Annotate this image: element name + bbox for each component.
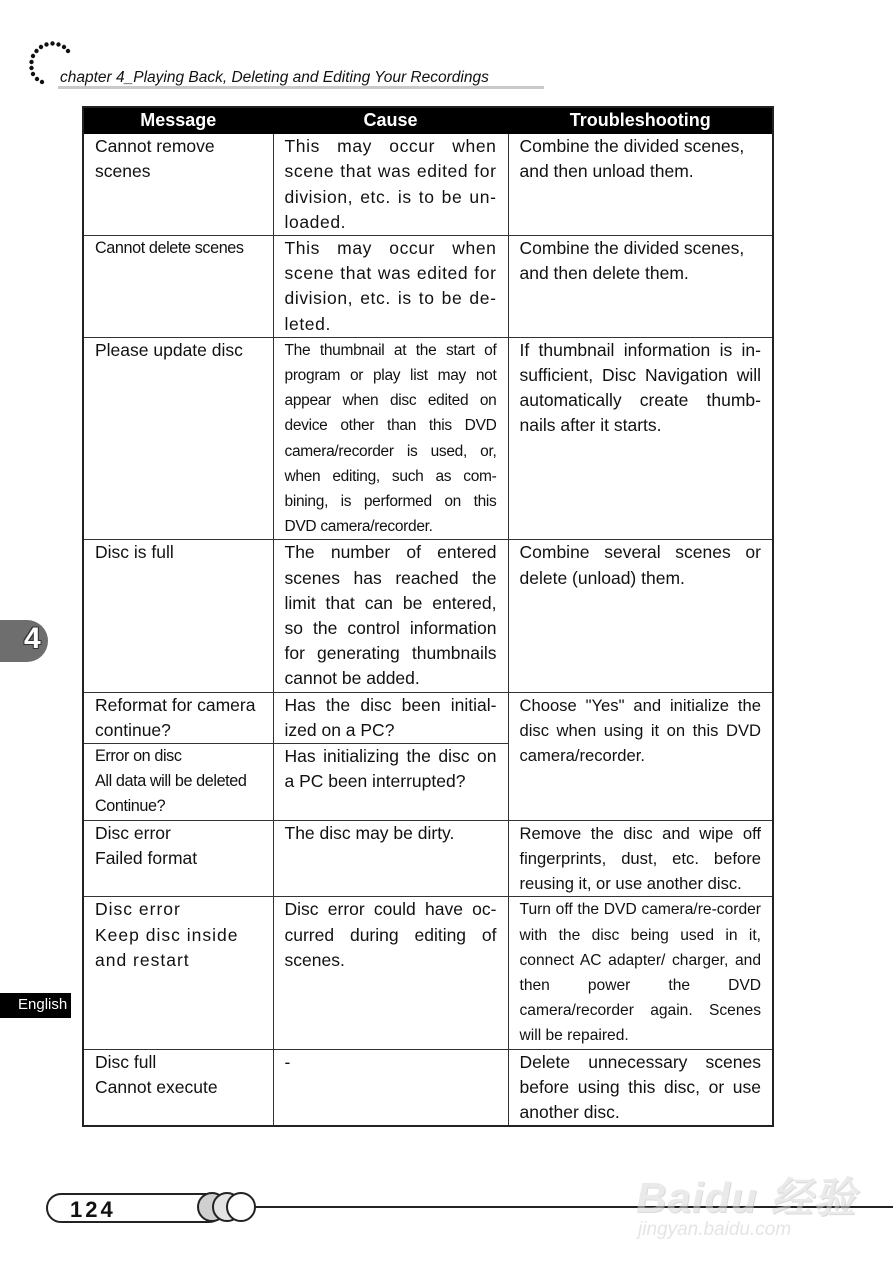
cause-cell: This may occur when scene that was edited for division, etc. is to be un-loaded. — [273, 134, 508, 236]
cause-cell: Has the disc been initial-ized on a PC? — [273, 692, 508, 743]
troubleshooting-cell: Combine the divided scenes, and then delete them. — [508, 236, 773, 338]
cause-cell: - — [273, 1049, 508, 1126]
message-cell: Disc error Failed format — [83, 820, 273, 897]
troubleshooting-cell: Combine several scenes or delete (unload) them. — [508, 540, 773, 692]
chapter-tab-number: 4 — [24, 622, 41, 655]
table-row — [83, 820, 773, 897]
column-header-cause: Cause — [273, 107, 508, 134]
message-cell: Cannot remove scenes — [83, 134, 273, 236]
chapter-tab — [0, 620, 48, 662]
message-cell: Disc error Keep disc inside and restart — [83, 897, 273, 1049]
cause-cell: The number of entered scenes has reached the limit that can be entered, so the control information for generating thumbnails cannot be added. — [273, 540, 508, 692]
cause-cell: The disc may be dirty. — [273, 820, 508, 897]
language-label: English — [18, 996, 68, 1013]
watermark-brand: Baidu 经验 — [636, 1174, 857, 1221]
troubleshooting-cell: If thumbnail information is in-sufficient, Disc Navigation will automatically create thumb-nails after it starts. — [508, 337, 773, 540]
column-header-troubleshooting: Troubleshooting — [508, 107, 773, 134]
message-cell: Please update disc — [83, 337, 273, 540]
chapter-underline — [58, 86, 544, 89]
footer-circle-icon — [226, 1192, 256, 1222]
column-header-message: Message — [83, 107, 273, 134]
message-cell: Reformat for camera continue? — [83, 692, 273, 743]
troubleshooting-cell: Remove the disc and wipe off fingerprints, dust, etc. before reusing it, or use another disc. — [508, 820, 773, 897]
table-row — [83, 1049, 773, 1126]
watermark-url: jingyan.baidu.com — [638, 1219, 792, 1240]
troubleshooting-cell: Turn off the DVD camera/re-corder with the disc being used in it, connect AC adapter/ charger, and then power the DVD camera/recorder again. Scenes will be repaired. — [508, 897, 773, 1049]
table-row — [83, 134, 773, 236]
table-header-row — [83, 107, 773, 134]
chapter-header — [28, 40, 548, 90]
cause-cell: Disc error could have oc-curred during editing of scenes. — [273, 897, 508, 1049]
chapter-title: chapter 4_Playing Back, Deleting and Editing Your Recordings — [60, 69, 489, 86]
table-row — [83, 897, 773, 1049]
message-cell: Cannot delete scenes — [83, 236, 273, 338]
troubleshooting-cell: Combine the divided scenes, and then unload them. — [508, 134, 773, 236]
cause-cell: This may occur when scene that was edited for division, etc. is to be de-leted. — [273, 236, 508, 338]
message-cell: Disc full Cannot execute — [83, 1049, 273, 1126]
table-row — [83, 337, 773, 540]
cause-cell: Has initializing the disc on a PC been interrupted? — [273, 744, 508, 821]
table-row — [83, 692, 773, 743]
language-tab — [0, 993, 71, 1018]
cause-cell: The thumbnail at the start of program or play list may not appear when disc edited on device other than this DVD camera/recorder is used, or, when editing, such as com-bining, is performed on this DVD camera/recorder. — [273, 337, 508, 540]
table-row — [83, 540, 773, 692]
troubleshooting-cell: Delete unnecessary scenes before using this disc, or use another disc. — [508, 1049, 773, 1126]
message-cell: Disc is full — [83, 540, 273, 692]
message-cell: Error on disc All data will be deleted Continue? — [83, 744, 273, 821]
table-row — [83, 236, 773, 338]
page-number: 124 — [70, 1197, 116, 1222]
messages-table — [82, 106, 774, 1127]
watermark — [636, 1145, 866, 1255]
troubleshooting-cell: Choose "Yes" and initialize the disc when using it on this DVD camera/recorder. — [508, 692, 773, 820]
